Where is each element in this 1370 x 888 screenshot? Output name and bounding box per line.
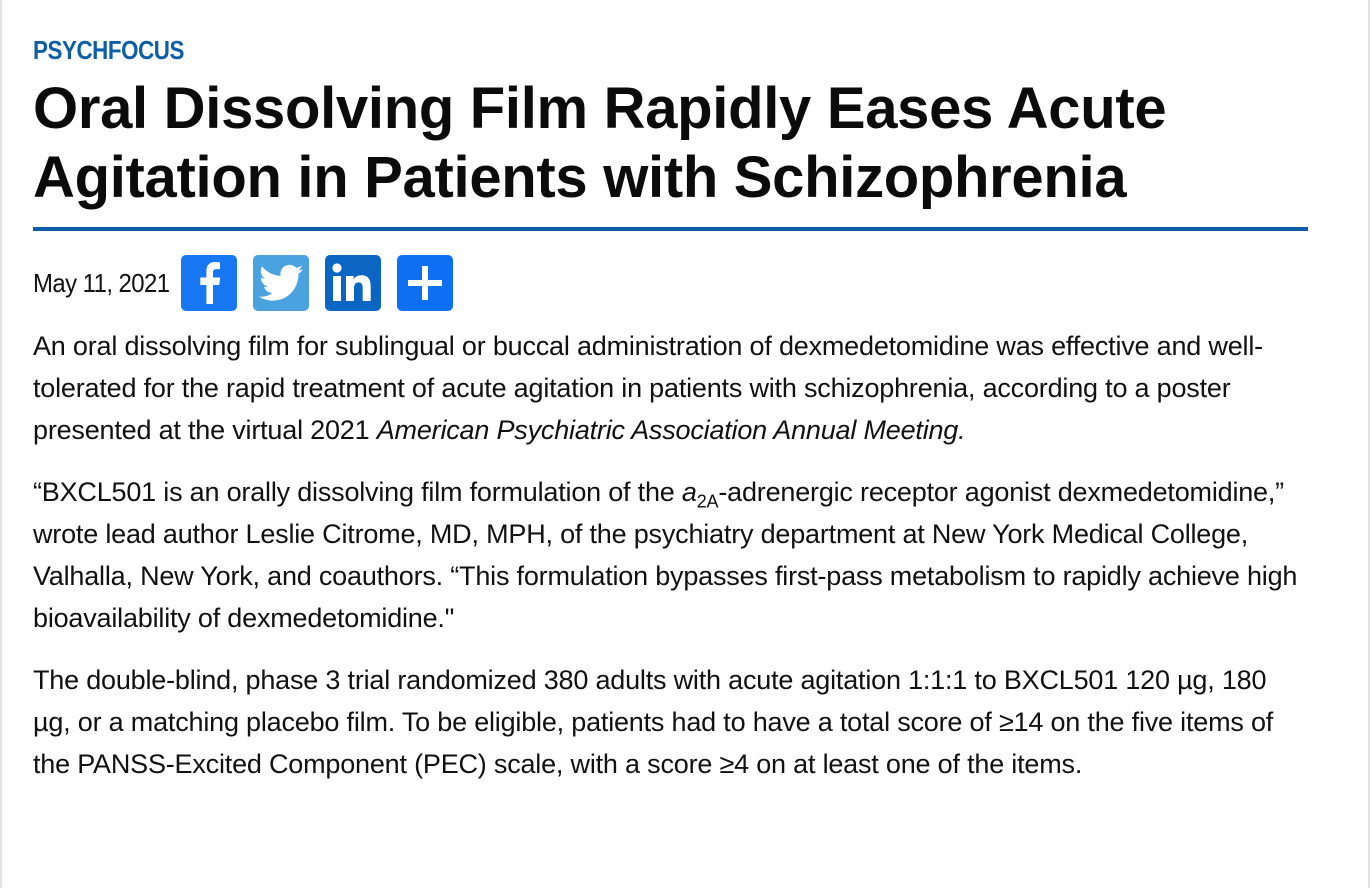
linkedin-icon <box>331 263 375 303</box>
share-more-button[interactable] <box>397 255 453 311</box>
share-facebook-button[interactable] <box>181 255 237 311</box>
page-border-left <box>0 0 2 888</box>
body-paragraph-quote <box>33 471 1308 639</box>
article <box>33 34 1308 785</box>
alpha-symbol: a <box>681 477 697 507</box>
share-linkedin-button[interactable] <box>325 255 381 311</box>
facebook-icon <box>194 262 224 304</box>
intro-text: An oral dissolving film for sublingual or buccal administration of dexmedetomidine was effective and well-tolerated for the rapid treatment of acute agitation in patients with schizophrenia, according to a poster presented at the virtual 2021 <box>33 331 1263 445</box>
publish-date: May 11, 2021 <box>33 267 170 298</box>
quote-text-end: -adrenergic receptor agonist dexmedetomidine,” wrote lead author Leslie Citrome, MD, MPH, of the psychiatry department at New York Medical College, Valhalla, New York, and coauthors. “This formulation bypasses first-pass metabolism to rapidly achieve high bioavailability of dexmedetomidine." <box>33 477 1298 633</box>
twitter-icon <box>259 264 303 302</box>
headline-divider <box>33 227 1308 231</box>
meeting-name: American Psychiatric Association Annual Meeting. <box>376 415 966 445</box>
share-twitter-button[interactable] <box>253 255 309 311</box>
quote-text-start: “BXCL501 is an orally dissolving film formulation of the <box>33 477 682 507</box>
body-paragraph-trial: The double-blind, phase 3 trial randomized 380 adults with acute agitation 1:1:1 to BXCL501 120 µg, 180 µg, or a matching placebo film. To be eligible, patients had to have a total score of ≥14 on the five items of the PANSS-Excited Component (PEC) scale, with a score ≥4 on at least one of the items. <box>33 665 1274 779</box>
plus-icon <box>407 265 443 301</box>
share-bar <box>181 255 453 311</box>
body-paragraph-intro <box>33 325 1308 451</box>
section-kicker-link[interactable]: PSYCHFOCUS <box>33 35 184 65</box>
receptor-subscript: 2A <box>696 491 719 512</box>
article-headline: Oral Dissolving Film Rapidly Eases Acute Agitation in Patients with Schizophrenia <box>33 76 1167 210</box>
article-meta <box>33 255 1308 311</box>
